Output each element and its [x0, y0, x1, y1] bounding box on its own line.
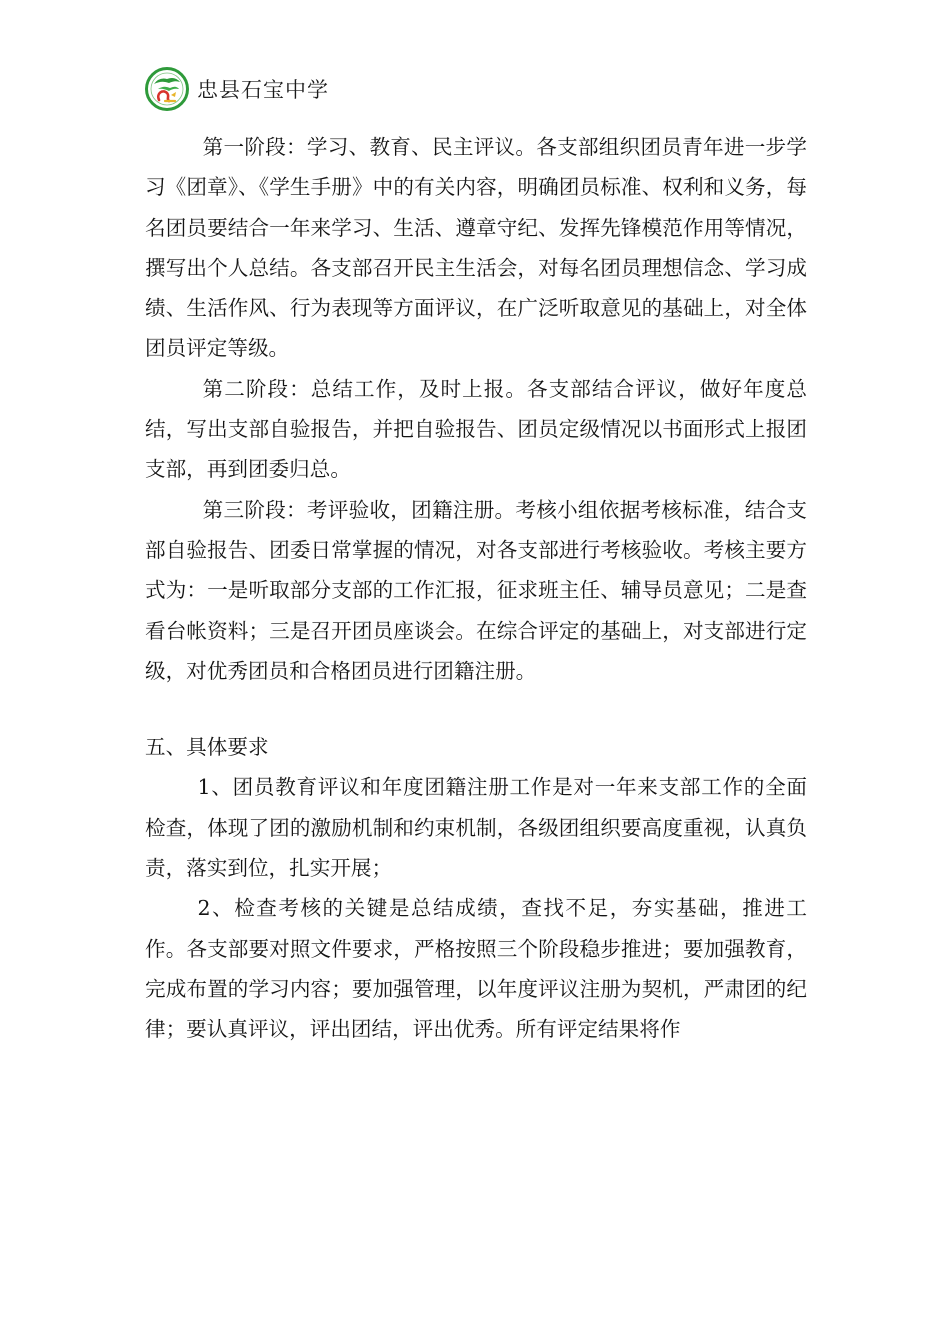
document-header: [145, 66, 329, 112]
school-emblem-icon: [145, 67, 189, 111]
document-body: [145, 127, 807, 1050]
stage-three-paragraph: 第三阶段：考评验收，团籍注册。考核小组依据考核标准，结合支部自验报告、团委日常掌握的情况，对各支部进行考核验收。考核主要方式为：一是听取部分支部的工作汇报，征求班主任、辅导员意见；二是查看台帐资料；三是召开团员座谈会。在综合评定的基础上，对支部进行定级，对优秀团员和合格团员进行团籍注册。: [145, 497, 807, 683]
stage-two-paragraph: 第二阶段：总结工作，及时上报。各支部结合评议，做好年度总结，写出支部自验报告，并把自验报告、团员定级情况以书面形式上报团支部，再到团委归总。: [145, 376, 807, 482]
requirement-one-paragraph: 1、团员教育评议和年度团籍注册工作是对一年来支部工作的全面检查，体现了团的激励机制和约束机制，各级团组织要高度重视，认真负责，落实到位，扎实开展；: [145, 775, 807, 881]
requirement-two-paragraph: 2、检查考核的关键是总结成绩，查找不足，夯实基础，推进工作。各支部要对照文件要求，严格按照三个阶段稳步推进；要加强教育，完成布置的学习内容；要加强管理，以年度评议注册为契机，严肃团的纪律；要认真评议，评出团结，评出优秀。所有评定结果将作: [145, 896, 807, 1042]
school-name: 忠县石宝中学: [197, 78, 329, 102]
section-heading: 五、具体要求: [145, 735, 269, 760]
stage-one-paragraph: 第一阶段：学习、教育、民主评议。各支部组织团员青年进一步学习《团章》、《学生手册》中的有关内容，明确团员标准、权利和义务，每名团员要结合一年来学习、生活、遵章守纪、发挥先锋模范作用等情况，撰写出个人总结。各支部召开民主生活会，对每名团员理想信念、学习成绩、生活作风、行为表现等方面评议，在广泛听取意见的基础上，对全体团员评定等级。: [145, 135, 807, 361]
